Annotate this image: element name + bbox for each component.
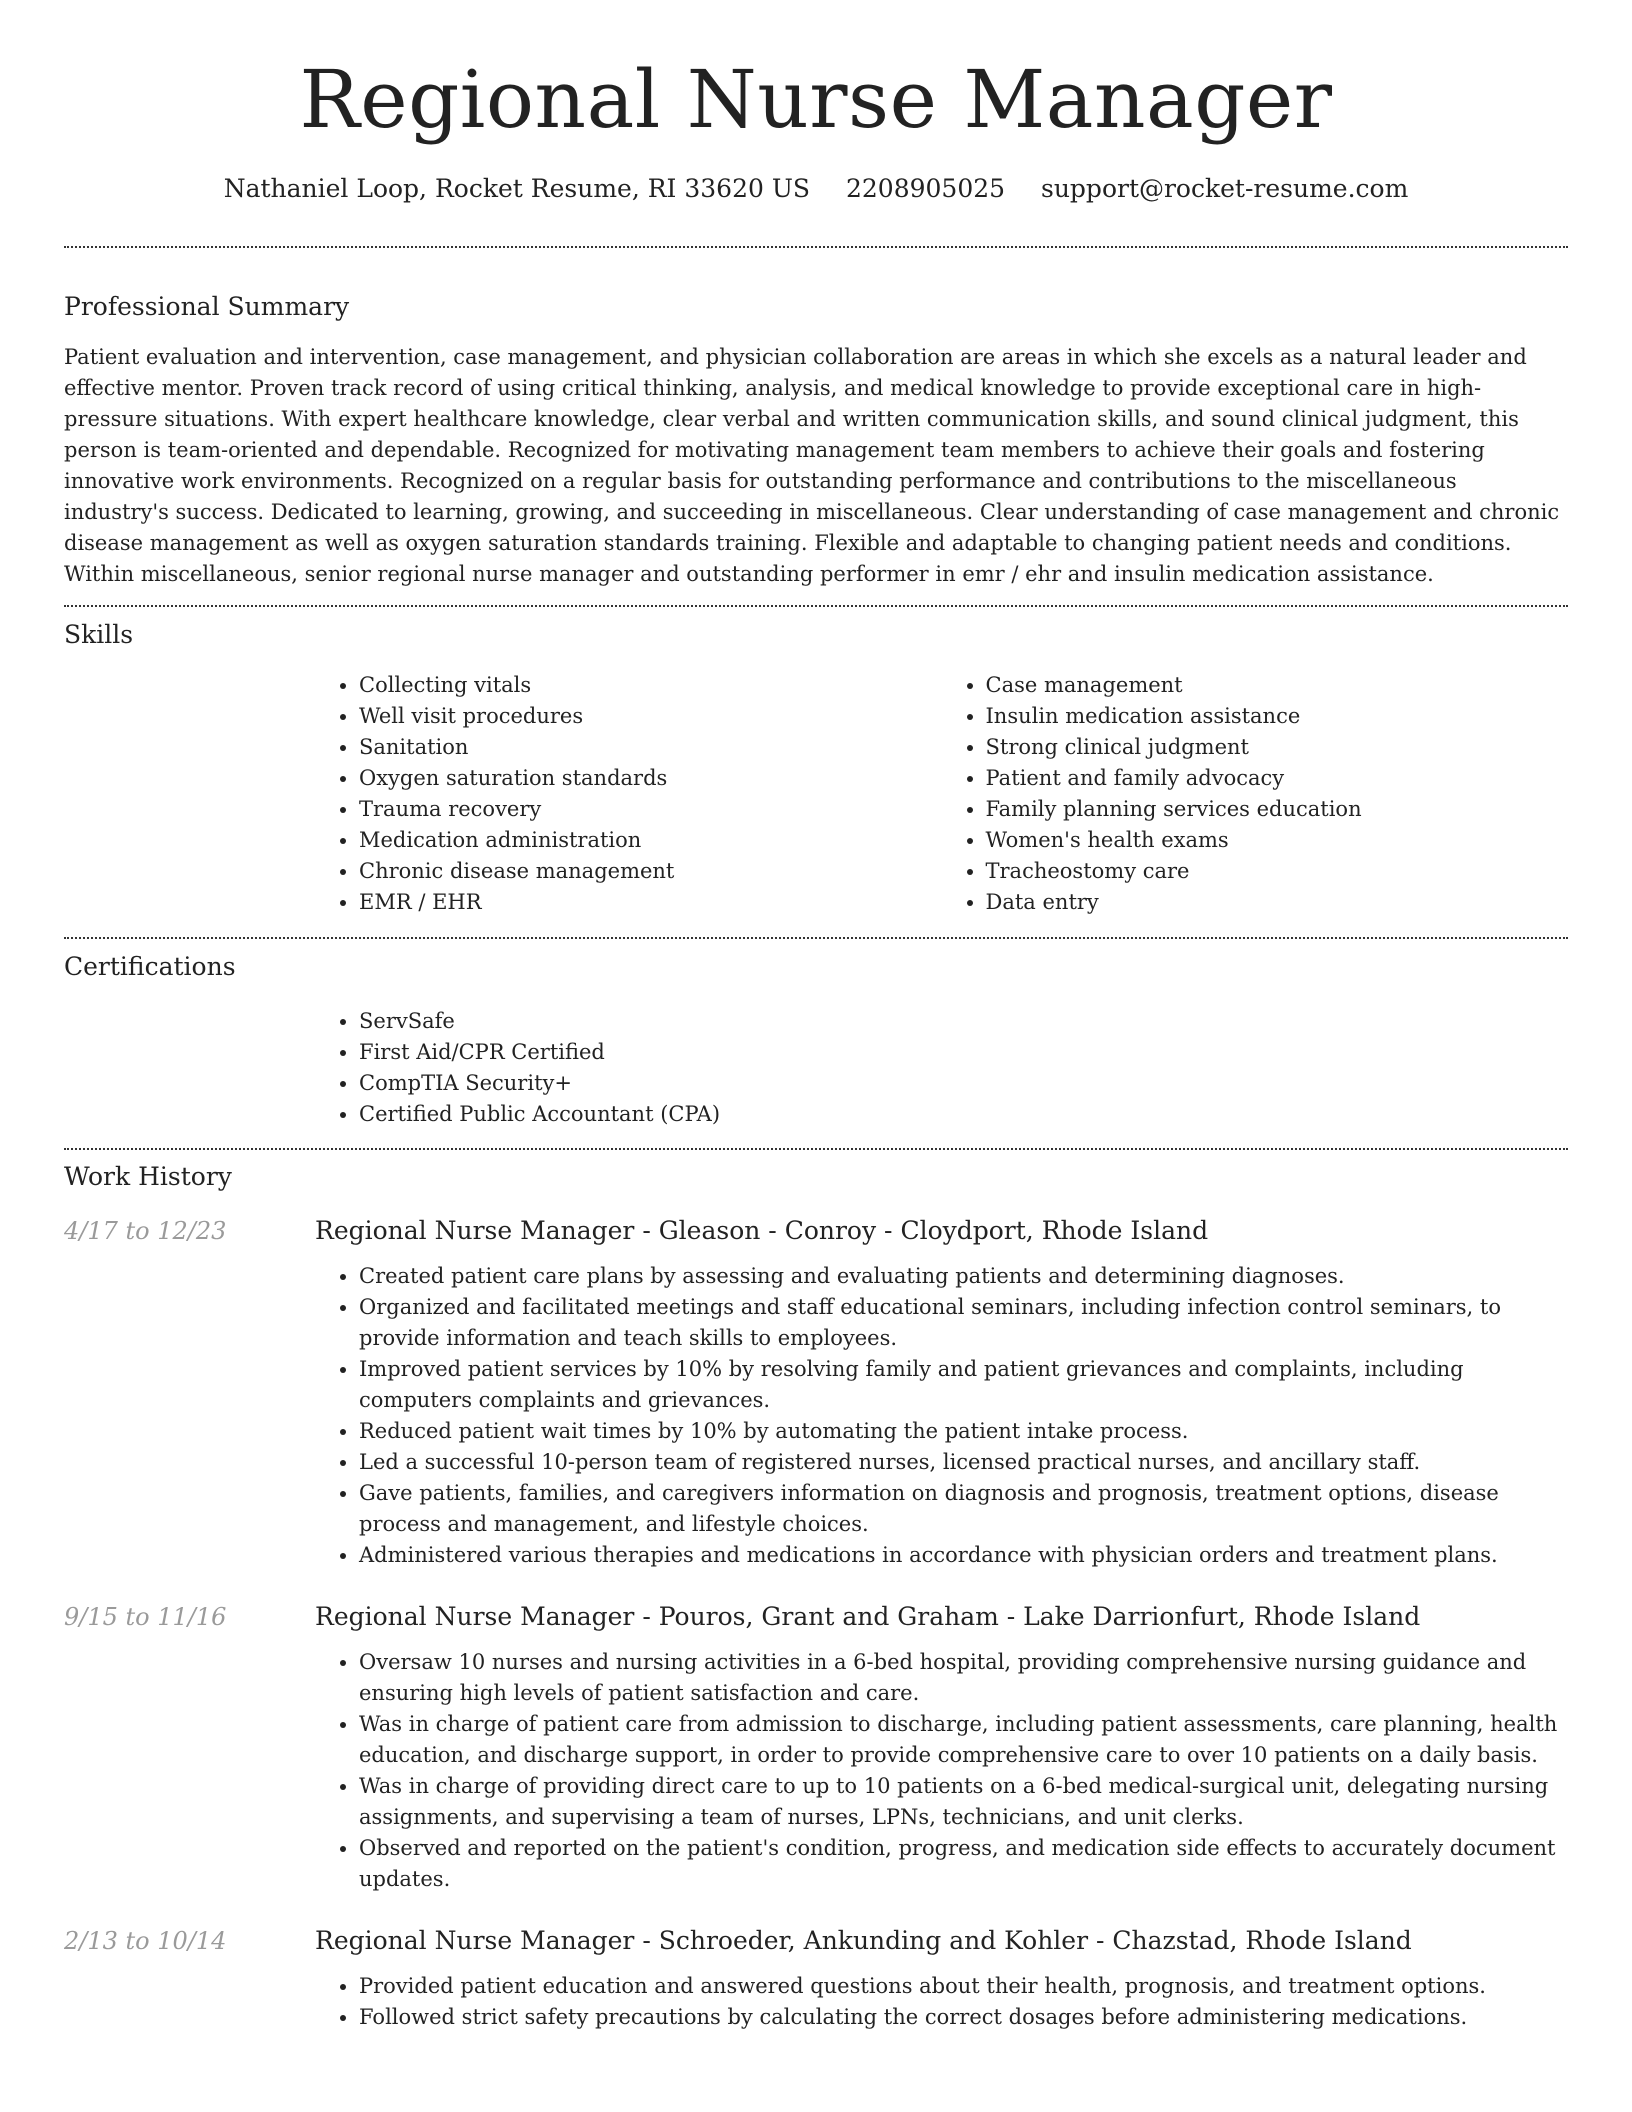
skill-item: • Strong clinical judgment [986, 732, 1569, 763]
summary-text: Patient evaluation and intervention, case management, and physician collaboration are areas in which she excels as a natural leader and effective mentor. Proven track record of using critical thinking, analysis, and medical knowledge to provide exceptional care in high-pressure situations. With expert healthcare knowledge, clear verbal and written communication skills, and sound clinical judgment, this person is team-oriented and dependable. Recognized for motivating management team members to achieve their goals and fostering innovative work environments. Recognized on a regular basis for outstanding performance and contributions to the miscellaneous industry's success. Dedicated to learning, growing, and succeeding in miscellaneous. Clear understanding of case management and chronic disease management as well as oxygen saturation standards training. Flexible and adaptable to changing patient needs and conditions. Within miscellaneous, senior regional nurse manager and outstanding performer in emr / ehr and insulin medication assistance. [64, 345, 1560, 586]
job-entry [64, 1600, 1568, 1895]
contact-line [64, 172, 1568, 206]
resume-title: Regional Nurse Manager [299, 53, 1333, 146]
job-header [64, 1924, 1568, 1958]
skill-item: • Chronic disease management [359, 856, 942, 887]
job-bullets [315, 1647, 1568, 1895]
skill-item: • Medication administration [359, 825, 942, 856]
certification-item: • ServSafe [359, 1006, 1568, 1037]
job-bullet: • Led a successful 10-person team of registered nurses, licensed practical nurses, and ancillary staff. [359, 1447, 1568, 1478]
divider [64, 937, 1568, 939]
summary-section [64, 290, 1568, 590]
skill-item: • Case management [986, 670, 1569, 701]
job-bullet: • Was in charge of providing direct care to up to 10 patients on a 6-bed medical-surgical unit, delegating nursing assignments, and supervising a team of nurses, LPNs, technicians, and unit clerks. [359, 1771, 1568, 1833]
skill-item: • Oxygen saturation standards [359, 763, 942, 794]
summary-heading: Professional Summary [64, 292, 350, 321]
certifications-list [315, 1006, 1568, 1130]
skills-list-left [315, 670, 942, 918]
job-entry [64, 1924, 1568, 2033]
skill-item: • Trauma recovery [359, 794, 942, 825]
job-bullet: • Administered various therapies and medications in accordance with physician orders and treatment plans. [359, 1540, 1568, 1571]
skills-list-right [942, 670, 1569, 918]
certifications-section [64, 950, 1568, 1130]
job-title: Regional Nurse Manager - Schroeder, Ankunding and Kohler - Chazstad, Rhode Island [315, 1926, 1412, 1955]
job-bullet: • Improved patient services by 10% by resolving family and patient grievances and complaints, including computers complaints and grievances. [359, 1354, 1568, 1416]
job-dates: 4/17 to 12/23 [64, 1217, 227, 1245]
job-title: Regional Nurse Manager - Gleason - Conroy - Cloydport, Rhode Island [315, 1216, 1209, 1245]
divider [64, 246, 1568, 248]
certification-item: • First Aid/CPR Certified [359, 1037, 1568, 1068]
skills-section [64, 618, 1568, 918]
skill-item: • EMR / EHR [359, 887, 942, 918]
job-bullet: • Observed and reported on the patient's condition, progress, and medication side effects to accurately document updates. [359, 1833, 1568, 1895]
divider [64, 1148, 1568, 1150]
skills-heading: Skills [64, 620, 134, 649]
job-title: Regional Nurse Manager - Pouros, Grant and Graham - Lake Darrionfurt, Rhode Island [315, 1602, 1421, 1631]
certification-item: • CompTIA Security+ [359, 1068, 1568, 1099]
divider [64, 605, 1568, 607]
job-bullet: • Organized and facilitated meetings and staff educational seminars, including infection control seminars, to provide information and teach skills to employees. [359, 1292, 1568, 1354]
skill-item: • Patient and family advocacy [986, 763, 1569, 794]
job-entry [64, 1214, 1568, 1571]
skill-item: • Women's health exams [986, 825, 1569, 856]
work-section [64, 1160, 1568, 2033]
skill-item: • Collecting vitals [359, 670, 942, 701]
contact-address: Nathaniel Loop, Rocket Resume, RI 33620 US [223, 174, 811, 203]
job-bullet: • Created patient care plans by assessing and evaluating patients and determining diagnoses. [359, 1261, 1568, 1292]
skill-item: • Data entry [986, 887, 1569, 918]
skill-item: • Sanitation [359, 732, 942, 763]
skill-item: • Well visit procedures [359, 701, 942, 732]
job-header [64, 1214, 1568, 1248]
job-bullets [315, 1261, 1568, 1571]
job-header [64, 1600, 1568, 1634]
work-heading: Work History [64, 1162, 232, 1191]
skill-item: • Family planning services education [986, 794, 1569, 825]
job-bullet: • Reduced patient wait times by 10% by automating the patient intake process. [359, 1416, 1568, 1447]
contact-email: support@rocket-resume.com [1041, 174, 1409, 203]
skill-item: • Tracheostomy care [986, 856, 1569, 887]
job-bullet: • Was in charge of patient care from admission to discharge, including patient assessments, care planning, health education, and discharge support, in order to provide comprehensive care to over 10 patients on a daily basis. [359, 1709, 1568, 1771]
job-dates: 2/13 to 10/14 [64, 1927, 227, 1955]
certification-item: • Certified Public Accountant (CPA) [359, 1099, 1568, 1130]
job-bullet: • Provided patient education and answered questions about their health, prognosis, and treatment options. [359, 1971, 1568, 2002]
job-bullet: • Gave patients, families, and caregivers information on diagnosis and prognosis, treatment options, disease process and management, and lifestyle choices. [359, 1478, 1568, 1540]
job-bullet: • Followed strict safety precautions by calculating the correct dosages before administering medications. [359, 2002, 1568, 2033]
skills-columns [315, 670, 1568, 918]
job-dates: 9/15 to 11/16 [64, 1603, 227, 1631]
certifications-heading: Certifications [64, 952, 236, 981]
job-bullet: • Oversaw 10 nurses and nursing activities in a 6-bed hospital, providing comprehensive nursing guidance and ensuring high levels of patient satisfaction and care. [359, 1647, 1568, 1709]
job-bullets [315, 1971, 1568, 2033]
contact-phone: 2208905025 [845, 174, 1006, 203]
skill-item: • Insulin medication assistance [986, 701, 1569, 732]
